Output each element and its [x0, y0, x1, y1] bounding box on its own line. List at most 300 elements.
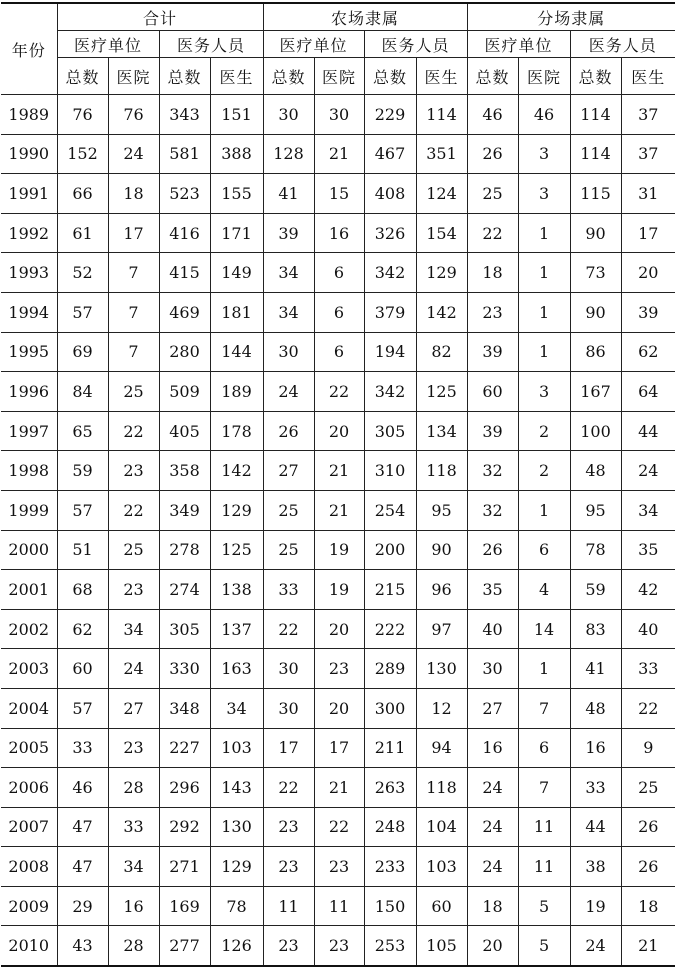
- table-cell: 178: [210, 411, 263, 451]
- table-cell: 52: [57, 253, 108, 293]
- table-cell: 23: [108, 728, 159, 768]
- table-cell: 21: [314, 134, 364, 174]
- table-cell: 22: [621, 688, 675, 728]
- table-cell: 1: [518, 253, 570, 293]
- table-cell: 100: [570, 411, 621, 451]
- year-cell: 1989: [1, 95, 57, 135]
- table-cell: 278: [159, 530, 210, 570]
- table-cell: 16: [314, 213, 364, 253]
- year-cell: 1999: [1, 490, 57, 530]
- table-cell: 15: [314, 174, 364, 214]
- table-cell: 189: [210, 372, 263, 412]
- table-row: [1, 688, 675, 728]
- table-row: [1, 886, 675, 926]
- table-cell: 39: [467, 411, 518, 451]
- table-cell: 96: [416, 570, 467, 610]
- table-body: [1, 95, 675, 967]
- table-cell: 16: [570, 728, 621, 768]
- table-cell: 467: [364, 134, 416, 174]
- table-cell: 17: [108, 213, 159, 253]
- table-cell: 31: [621, 174, 675, 214]
- table-cell: 4: [518, 570, 570, 610]
- table-cell: 32: [467, 451, 518, 491]
- table-cell: 46: [57, 768, 108, 808]
- table-cell: 405: [159, 411, 210, 451]
- table-cell: 40: [621, 609, 675, 649]
- table-row: [1, 451, 675, 491]
- year-cell: 2010: [1, 926, 57, 966]
- table-cell: 150: [364, 886, 416, 926]
- column-header: 总数: [467, 58, 518, 95]
- table-cell: 17: [263, 728, 314, 768]
- table-cell: 23: [263, 926, 314, 966]
- table-cell: 35: [621, 530, 675, 570]
- year-cell: 2001: [1, 570, 57, 610]
- table-cell: 1: [518, 332, 570, 372]
- table-cell: 34: [108, 847, 159, 887]
- table-cell: 35: [467, 570, 518, 610]
- table-cell: 11: [518, 807, 570, 847]
- table-cell: 28: [108, 926, 159, 966]
- table-cell: 25: [263, 490, 314, 530]
- table-cell: 16: [467, 728, 518, 768]
- table-cell: 343: [159, 95, 210, 135]
- table-cell: 25: [467, 174, 518, 214]
- table-cell: 24: [570, 926, 621, 966]
- table-cell: 60: [467, 372, 518, 412]
- year-cell: 1996: [1, 372, 57, 412]
- table-cell: 39: [621, 292, 675, 332]
- table-cell: 126: [210, 926, 263, 966]
- table-cell: 263: [364, 768, 416, 808]
- table-cell: 83: [570, 609, 621, 649]
- table-row: [1, 609, 675, 649]
- table-cell: 125: [416, 372, 467, 412]
- table-cell: 388: [210, 134, 263, 174]
- table-cell: 211: [364, 728, 416, 768]
- table-cell: 152: [57, 134, 108, 174]
- table-cell: 84: [57, 372, 108, 412]
- column-header: 总数: [263, 58, 314, 95]
- table-cell: 33: [263, 570, 314, 610]
- table-cell: 22: [108, 411, 159, 451]
- table-cell: 151: [210, 95, 263, 135]
- table-cell: 18: [467, 253, 518, 293]
- table-cell: 30: [263, 688, 314, 728]
- table-cell: 38: [570, 847, 621, 887]
- table-cell: 330: [159, 649, 210, 689]
- subgroup-header: 医疗单位: [57, 31, 159, 58]
- table-cell: 30: [314, 95, 364, 135]
- table-cell: 118: [416, 768, 467, 808]
- table-cell: 509: [159, 372, 210, 412]
- table-cell: 24: [108, 649, 159, 689]
- table-cell: 34: [210, 688, 263, 728]
- year-cell: 2000: [1, 530, 57, 570]
- table-cell: 27: [108, 688, 159, 728]
- table-row: [1, 332, 675, 372]
- table-cell: 60: [57, 649, 108, 689]
- table-cell: 163: [210, 649, 263, 689]
- table-cell: 22: [467, 213, 518, 253]
- table-cell: 130: [210, 807, 263, 847]
- table-cell: 215: [364, 570, 416, 610]
- table-cell: 97: [416, 609, 467, 649]
- table-cell: 20: [314, 411, 364, 451]
- table-cell: 16: [108, 886, 159, 926]
- table-cell: 23: [314, 926, 364, 966]
- table-cell: 1: [518, 649, 570, 689]
- year-cell: 1998: [1, 451, 57, 491]
- table-cell: 69: [57, 332, 108, 372]
- table-cell: 248: [364, 807, 416, 847]
- table-cell: 142: [416, 292, 467, 332]
- table-cell: 149: [210, 253, 263, 293]
- table-cell: 130: [416, 649, 467, 689]
- table-cell: 24: [621, 451, 675, 491]
- table-cell: 40: [467, 609, 518, 649]
- table-cell: 43: [57, 926, 108, 966]
- table-cell: 118: [416, 451, 467, 491]
- table-cell: 82: [416, 332, 467, 372]
- year-cell: 2003: [1, 649, 57, 689]
- table-cell: 18: [108, 174, 159, 214]
- table-cell: 76: [108, 95, 159, 135]
- table-row: [1, 728, 675, 768]
- column-header: 医院: [108, 58, 159, 95]
- table-cell: 47: [57, 807, 108, 847]
- table-cell: 64: [621, 372, 675, 412]
- group-header: 分场隶属: [467, 3, 675, 31]
- table-cell: 358: [159, 451, 210, 491]
- table-cell: 125: [210, 530, 263, 570]
- subgroup-header: 医疗单位: [467, 31, 570, 58]
- table-cell: 280: [159, 332, 210, 372]
- table-cell: 78: [570, 530, 621, 570]
- table-cell: 194: [364, 332, 416, 372]
- table-cell: 68: [57, 570, 108, 610]
- table-cell: 46: [467, 95, 518, 135]
- table-cell: 137: [210, 609, 263, 649]
- table-cell: 5: [518, 926, 570, 966]
- table-cell: 3: [518, 174, 570, 214]
- table-cell: 114: [570, 95, 621, 135]
- table-cell: 94: [416, 728, 467, 768]
- table-cell: 115: [570, 174, 621, 214]
- table-cell: 326: [364, 213, 416, 253]
- table-row: [1, 530, 675, 570]
- table-cell: 18: [621, 886, 675, 926]
- column-header: 总数: [570, 58, 621, 95]
- table-cell: 19: [314, 530, 364, 570]
- table-cell: 47: [57, 847, 108, 887]
- table-cell: 21: [314, 490, 364, 530]
- table-cell: 296: [159, 768, 210, 808]
- table-cell: 154: [416, 213, 467, 253]
- table-cell: 25: [108, 372, 159, 412]
- table-cell: 19: [314, 570, 364, 610]
- table-cell: 90: [570, 213, 621, 253]
- table-row: [1, 570, 675, 610]
- table-cell: 90: [416, 530, 467, 570]
- table-cell: 6: [314, 332, 364, 372]
- table-cell: 25: [108, 530, 159, 570]
- table-cell: 5: [518, 886, 570, 926]
- table-cell: 104: [416, 807, 467, 847]
- table-cell: 61: [57, 213, 108, 253]
- table-cell: 24: [263, 372, 314, 412]
- table-cell: 129: [210, 490, 263, 530]
- table-cell: 342: [364, 372, 416, 412]
- year-cell: 2007: [1, 807, 57, 847]
- table-cell: 20: [314, 609, 364, 649]
- year-cell: 1997: [1, 411, 57, 451]
- year-cell: 1990: [1, 134, 57, 174]
- table-cell: 44: [570, 807, 621, 847]
- table-cell: 19: [570, 886, 621, 926]
- table-cell: 26: [467, 134, 518, 174]
- table-cell: 342: [364, 253, 416, 293]
- year-cell: 2002: [1, 609, 57, 649]
- table-row: [1, 926, 675, 966]
- table-cell: 65: [57, 411, 108, 451]
- year-cell: 2005: [1, 728, 57, 768]
- table-cell: 11: [314, 886, 364, 926]
- table-cell: 30: [263, 649, 314, 689]
- table-cell: 128: [263, 134, 314, 174]
- table-cell: 348: [159, 688, 210, 728]
- table-cell: 23: [263, 807, 314, 847]
- year-header: 年份: [1, 3, 57, 95]
- table-cell: 25: [263, 530, 314, 570]
- table-cell: 233: [364, 847, 416, 887]
- table-cell: 124: [416, 174, 467, 214]
- table-cell: 22: [314, 372, 364, 412]
- subgroup-header: 医务人员: [570, 31, 675, 58]
- table-cell: 20: [621, 253, 675, 293]
- table-cell: 169: [159, 886, 210, 926]
- table-cell: 229: [364, 95, 416, 135]
- table-cell: 62: [57, 609, 108, 649]
- table-cell: 57: [57, 688, 108, 728]
- table-row: [1, 253, 675, 293]
- table-cell: 200: [364, 530, 416, 570]
- table-cell: 292: [159, 807, 210, 847]
- table-cell: 105: [416, 926, 467, 966]
- table-cell: 26: [621, 807, 675, 847]
- table-cell: 1: [518, 490, 570, 530]
- table-cell: 22: [314, 807, 364, 847]
- table-cell: 33: [570, 768, 621, 808]
- table-cell: 23: [467, 292, 518, 332]
- table-row: [1, 213, 675, 253]
- year-cell: 1992: [1, 213, 57, 253]
- year-cell: 2008: [1, 847, 57, 887]
- table-cell: 44: [621, 411, 675, 451]
- table-cell: 24: [108, 134, 159, 174]
- table-cell: 3: [518, 372, 570, 412]
- table-cell: 34: [263, 292, 314, 332]
- table-cell: 39: [263, 213, 314, 253]
- table-cell: 14: [518, 609, 570, 649]
- table-cell: 23: [263, 847, 314, 887]
- year-cell: 1994: [1, 292, 57, 332]
- table-cell: 114: [570, 134, 621, 174]
- column-header: 总数: [57, 58, 108, 95]
- table-cell: 32: [467, 490, 518, 530]
- column-header: 总数: [364, 58, 416, 95]
- table-cell: 60: [416, 886, 467, 926]
- table-cell: 379: [364, 292, 416, 332]
- table-cell: 9: [621, 728, 675, 768]
- table-cell: 29: [57, 886, 108, 926]
- table-cell: 95: [570, 490, 621, 530]
- table-cell: 6: [314, 253, 364, 293]
- table-cell: 57: [57, 490, 108, 530]
- table-row: [1, 490, 675, 530]
- table-cell: 23: [108, 570, 159, 610]
- table-cell: 76: [57, 95, 108, 135]
- table-cell: 26: [467, 530, 518, 570]
- table-cell: 222: [364, 609, 416, 649]
- table-cell: 27: [467, 688, 518, 728]
- year-cell: 1991: [1, 174, 57, 214]
- column-header: 医生: [416, 58, 467, 95]
- table-cell: 171: [210, 213, 263, 253]
- table-cell: 114: [416, 95, 467, 135]
- table-cell: 21: [621, 926, 675, 966]
- table-cell: 25: [621, 768, 675, 808]
- table-cell: 469: [159, 292, 210, 332]
- table-cell: 2: [518, 451, 570, 491]
- table-cell: 20: [314, 688, 364, 728]
- table-row: [1, 292, 675, 332]
- table-cell: 86: [570, 332, 621, 372]
- table-cell: 103: [210, 728, 263, 768]
- table-cell: 78: [210, 886, 263, 926]
- table-cell: 2: [518, 411, 570, 451]
- table-row: [1, 134, 675, 174]
- year-cell: 2006: [1, 768, 57, 808]
- subgroup-header: 医务人员: [159, 31, 263, 58]
- table-cell: 523: [159, 174, 210, 214]
- subgroup-header: 医务人员: [364, 31, 467, 58]
- table-cell: 23: [314, 649, 364, 689]
- table-cell: 277: [159, 926, 210, 966]
- table-cell: 57: [57, 292, 108, 332]
- table-cell: 42: [621, 570, 675, 610]
- table-cell: 129: [416, 253, 467, 293]
- table-cell: 254: [364, 490, 416, 530]
- table-cell: 22: [263, 609, 314, 649]
- table-cell: 351: [416, 134, 467, 174]
- table-cell: 17: [621, 213, 675, 253]
- table-cell: 66: [57, 174, 108, 214]
- year-cell: 2009: [1, 886, 57, 926]
- table-cell: 51: [57, 530, 108, 570]
- table-cell: 21: [314, 768, 364, 808]
- table-cell: 24: [467, 847, 518, 887]
- table-row: [1, 95, 675, 135]
- table-cell: 7: [518, 768, 570, 808]
- table-cell: 24: [467, 768, 518, 808]
- table-cell: 6: [314, 292, 364, 332]
- column-header: 医院: [314, 58, 364, 95]
- table-cell: 289: [364, 649, 416, 689]
- table-cell: 11: [263, 886, 314, 926]
- table-cell: 167: [570, 372, 621, 412]
- table-cell: 33: [621, 649, 675, 689]
- table-cell: 12: [416, 688, 467, 728]
- table-cell: 33: [108, 807, 159, 847]
- table-cell: 24: [467, 807, 518, 847]
- table-cell: 26: [621, 847, 675, 887]
- table-cell: 59: [57, 451, 108, 491]
- table-cell: 271: [159, 847, 210, 887]
- table-cell: 27: [263, 451, 314, 491]
- table-cell: 300: [364, 688, 416, 728]
- table-cell: 41: [570, 649, 621, 689]
- table-cell: 3: [518, 134, 570, 174]
- table-row: [1, 807, 675, 847]
- table-row: [1, 174, 675, 214]
- table-cell: 310: [364, 451, 416, 491]
- table-cell: 134: [416, 411, 467, 451]
- table-cell: 30: [263, 95, 314, 135]
- table-cell: 142: [210, 451, 263, 491]
- table-cell: 22: [263, 768, 314, 808]
- group-header: 农场隶属: [263, 3, 467, 31]
- table-cell: 349: [159, 490, 210, 530]
- table-cell: 7: [108, 253, 159, 293]
- table-cell: 416: [159, 213, 210, 253]
- year-cell: 1995: [1, 332, 57, 372]
- table-cell: 23: [108, 451, 159, 491]
- table-cell: 59: [570, 570, 621, 610]
- table-cell: 6: [518, 530, 570, 570]
- table-cell: 274: [159, 570, 210, 610]
- table-cell: 48: [570, 451, 621, 491]
- table-cell: 17: [314, 728, 364, 768]
- table-row: [1, 649, 675, 689]
- table-cell: 90: [570, 292, 621, 332]
- table-cell: 20: [467, 926, 518, 966]
- table-cell: 253: [364, 926, 416, 966]
- table-cell: 34: [263, 253, 314, 293]
- table-cell: 34: [621, 490, 675, 530]
- table-cell: 144: [210, 332, 263, 372]
- table-row: [1, 847, 675, 887]
- table-cell: 37: [621, 134, 675, 174]
- table-cell: 7: [518, 688, 570, 728]
- table-cell: 1: [518, 213, 570, 253]
- table-cell: 28: [108, 768, 159, 808]
- table-cell: 11: [518, 847, 570, 887]
- table-row: [1, 372, 675, 412]
- table-row: [1, 411, 675, 451]
- table-cell: 227: [159, 728, 210, 768]
- column-header: 医生: [210, 58, 263, 95]
- table-cell: 305: [159, 609, 210, 649]
- group-header: 合计: [57, 3, 263, 31]
- table-cell: 129: [210, 847, 263, 887]
- medical-statistics-table: [1, 2, 675, 967]
- table-cell: 1: [518, 292, 570, 332]
- table-cell: 408: [364, 174, 416, 214]
- table-cell: 95: [416, 490, 467, 530]
- table-cell: 34: [108, 609, 159, 649]
- table-cell: 48: [570, 688, 621, 728]
